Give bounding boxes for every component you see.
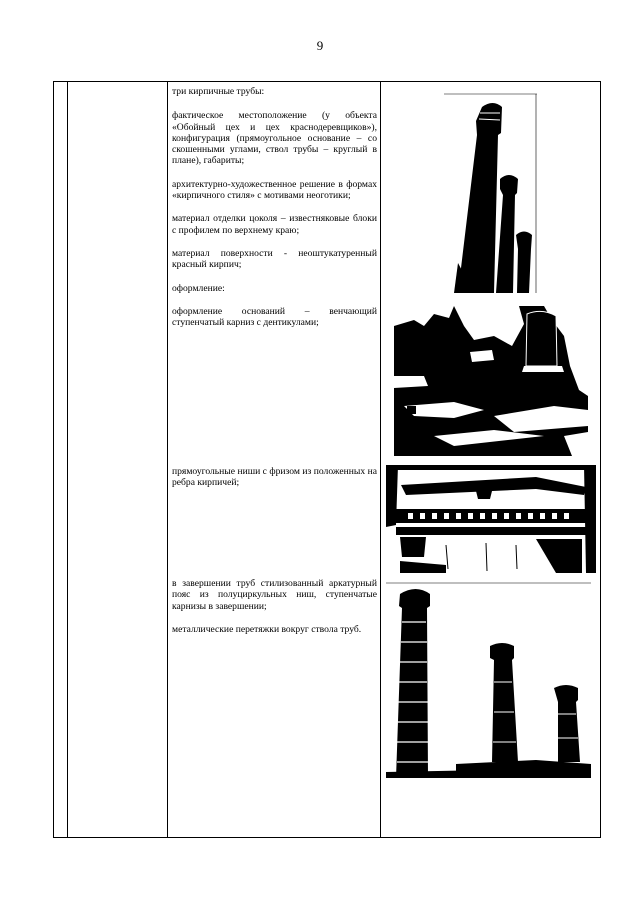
description-column-niches	[172, 466, 377, 489]
description-block-tops: в завершении труб стилизованный аркатурный пояс из полуциркульных ниш, ступенчатые карнизы в завершении;	[172, 578, 377, 612]
description-block-plinth: материал отделки цоколя – известняковые блоки с профилем по верхнему краю;	[172, 213, 377, 236]
description-block-heading: три кирпичные трубы:	[172, 86, 265, 97]
description-block-decoration: оформление:	[172, 282, 225, 294]
column-divider-2	[167, 82, 168, 837]
column-divider-3	[380, 82, 381, 837]
photo-cornice-detail	[386, 465, 596, 573]
description-block-bases: оформление оснований – венчающий ступенчатый карниз с дентикулами;	[172, 305, 377, 329]
description-block-location: фактическое местоположение (у объекта «Обойный цех и цех краснодеревщиков»), конфигурация (прямоугольное основание – со скошенными углами, ствол трубы – круглый в плане), габариты;	[172, 110, 377, 167]
photo-chimney-bases	[394, 306, 588, 456]
page-number: 9	[316, 38, 324, 53]
column-divider-1	[67, 82, 68, 837]
description-block-architecture: архитектурно-художественное решение в формах «кирпичного стиля» с мотивами неоготики;	[172, 178, 377, 202]
description-column-tops	[172, 578, 377, 635]
description-block-surface: материал поверхности - неоштукатуренный красный кирпич;	[172, 247, 377, 271]
photo-three-chimneys	[444, 93, 537, 293]
photo-chimney-tops	[386, 582, 591, 778]
description-block-ties: металлические перетяжки вокруг ствола труб.	[172, 623, 362, 635]
description-column	[172, 86, 377, 328]
description-block-niches: прямоугольные ниши с фризом из положенных на ребра кирпичей;	[172, 466, 377, 489]
